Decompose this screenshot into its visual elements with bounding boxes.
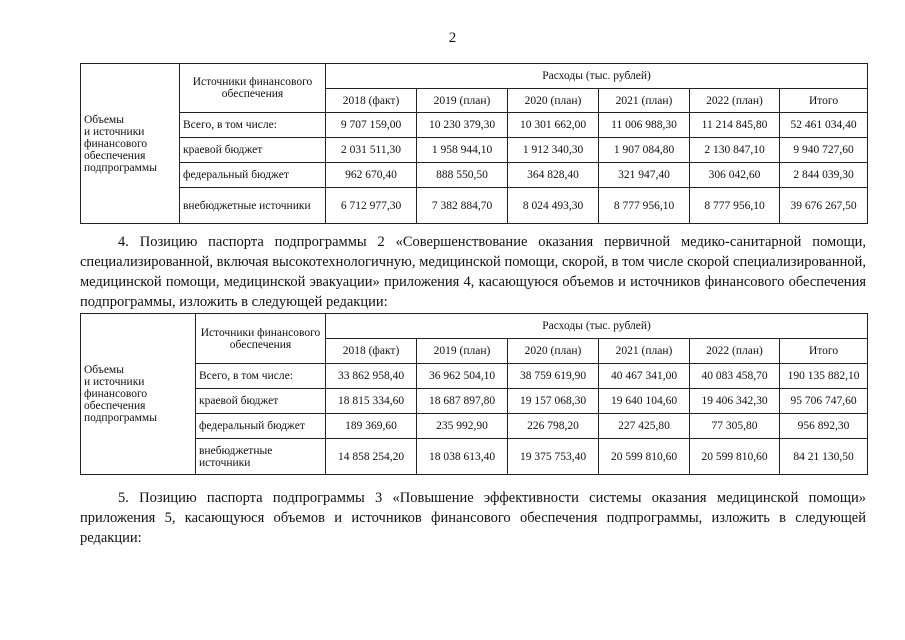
financing-table-1: [80, 63, 868, 224]
row-label: краевой бюджет: [180, 138, 326, 163]
cell: 84 21 130,50: [780, 439, 868, 475]
table2-col-2022: 2022 (план): [690, 339, 780, 364]
financing-table-2: [80, 313, 868, 475]
cell: 11 214 845,80: [690, 113, 780, 138]
cell: 20 599 810,60: [690, 439, 780, 475]
row-label: краевой бюджет: [196, 389, 326, 414]
row-label: внебюджетные источники: [180, 188, 326, 224]
table2-col-total: Итого: [780, 339, 868, 364]
row-label: федеральный бюджет: [180, 163, 326, 188]
cell: 189 369,60: [326, 414, 417, 439]
table2-label: Объемы и источники финансового обеспечения подпрограммы: [81, 314, 196, 475]
table1-col-total: Итого: [780, 89, 868, 113]
table1-col-2022: 2022 (план): [690, 89, 780, 113]
cell: 8 777 956,10: [599, 188, 690, 224]
cell: 18 038 613,40: [417, 439, 508, 475]
cell: 7 382 884,70: [417, 188, 508, 224]
table-row: [81, 414, 868, 439]
cell: 321 947,40: [599, 163, 690, 188]
cell: 33 862 958,40: [326, 364, 417, 389]
cell: 10 230 379,30: [417, 113, 508, 138]
cell: 364 828,40: [508, 163, 599, 188]
table1-col-2018: 2018 (факт): [326, 89, 417, 113]
table-row: [81, 113, 868, 138]
cell: 956 892,30: [780, 414, 868, 439]
cell: 18 815 334,60: [326, 389, 417, 414]
cell: 11 006 988,30: [599, 113, 690, 138]
table1-label: Объемы и источники финансового обеспечения подпрограммы: [81, 64, 180, 224]
cell: 19 157 068,30: [508, 389, 599, 414]
cell: 2 844 039,30: [780, 163, 868, 188]
table1-col-2020: 2020 (план): [508, 89, 599, 113]
cell: 77 305,80: [690, 414, 780, 439]
cell: 8 024 493,30: [508, 188, 599, 224]
table-row: [81, 163, 868, 188]
cell: 19 640 104,60: [599, 389, 690, 414]
table1-sources-header: Источники финансового обеспечения: [180, 64, 326, 113]
cell: 306 042,60: [690, 163, 780, 188]
paragraph-4: 4. Позицию паспорта подпрограммы 2 «Совершенствование оказания первичной медико-санитарной помощи, специализированной, включая высокотехнологичную, медицинской помощи, скорой, в том числе скорой специализированной, медицинской помощи, медицинской эвакуации» приложения 4, касающуюся объемов и источников финансового обеспечения подпрограммы, изложить в следующей редакции:: [80, 234, 866, 310]
cell: 8 777 956,10: [690, 188, 780, 224]
cell: 227 425,80: [599, 414, 690, 439]
cell: 20 599 810,60: [599, 439, 690, 475]
page-number: 2: [448, 30, 457, 46]
cell: 2 031 511,30: [326, 138, 417, 163]
table-row: [81, 439, 868, 475]
cell: 39 676 267,50: [780, 188, 868, 224]
cell: 2 130 847,10: [690, 138, 780, 163]
table1-col-2021: 2021 (план): [599, 89, 690, 113]
table1-col-2019: 2019 (план): [417, 89, 508, 113]
cell: 14 858 254,20: [326, 439, 417, 475]
table-row: [81, 389, 868, 414]
row-label: федеральный бюджет: [196, 414, 326, 439]
cell: 10 301 662,00: [508, 113, 599, 138]
cell: 19 406 342,30: [690, 389, 780, 414]
cell: 190 135 882,10: [780, 364, 868, 389]
cell: 1 912 340,30: [508, 138, 599, 163]
table-row: [81, 188, 868, 224]
cell: 36 962 504,10: [417, 364, 508, 389]
table-row: [81, 138, 868, 163]
cell: 95 706 747,60: [780, 389, 868, 414]
table2-col-2021: 2021 (план): [599, 339, 690, 364]
table1-expenses-header: Расходы (тыс. рублей): [326, 64, 868, 89]
table2-col-2018: 2018 (факт): [326, 339, 417, 364]
table2-sources-header: Источники финансового обеспечения: [196, 314, 326, 364]
cell: 6 712 977,30: [326, 188, 417, 224]
cell: 52 461 034,40: [780, 113, 868, 138]
cell: 235 992,90: [417, 414, 508, 439]
cell: 40 083 458,70: [690, 364, 780, 389]
row-label: Всего, в том числе:: [196, 364, 326, 389]
cell: 19 375 753,40: [508, 439, 599, 475]
row-label: Всего, в том числе:: [180, 113, 326, 138]
table2-expenses-header: Расходы (тыс. рублей): [326, 314, 868, 339]
cell: 9 707 159,00: [326, 113, 417, 138]
row-label: внебюджетные источники: [196, 439, 326, 475]
cell: 1 907 084,80: [599, 138, 690, 163]
cell: 888 550,50: [417, 163, 508, 188]
table-row: [81, 364, 868, 389]
cell: 962 670,40: [326, 163, 417, 188]
cell: 18 687 897,80: [417, 389, 508, 414]
table2-col-2020: 2020 (план): [508, 339, 599, 364]
cell: 38 759 619,90: [508, 364, 599, 389]
table2-col-2019: 2019 (план): [417, 339, 508, 364]
cell: 9 940 727,60: [780, 138, 868, 163]
cell: 40 467 341,00: [599, 364, 690, 389]
cell: 226 798,20: [508, 414, 599, 439]
cell: 1 958 944,10: [417, 138, 508, 163]
paragraph-5: 5. Позицию паспорта подпрограммы 3 «Повышение эффективности системы оказания медицинской помощи» приложения 5, касающуюся объемов и источников финансового обеспечения подпрограммы, изложить в следующей редакции:: [80, 490, 866, 546]
